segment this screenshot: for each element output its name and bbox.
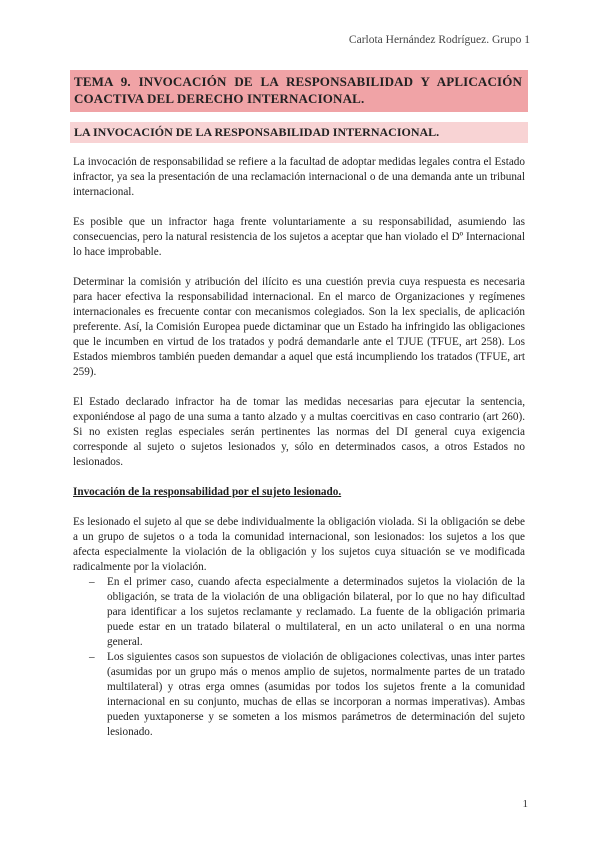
chapter-title: TEMA 9. INVOCACIÓN DE LA RESPONSABILIDAD Y APLICACIÓN COACTIVA DEL DERECHO INTERNACIONAL. [70, 70, 528, 112]
paragraph: El Estado declarado infractor ha de tomar las medidas necesarias para ejecutar la sentencia, exponiéndose al pago de una suma a tanto alzado y a multas coercitivas en caso contrario (art 260). Si no existen reglas especiales serán pertinentes las normas del DI general cuya exigencia corresponde al sujeto o sujetos lesionados y, sólo en determinados casos, a otros Estados no lesionados. [73, 396, 525, 468]
document-body [73, 155, 525, 740]
page-number: 1 [522, 798, 528, 810]
paragraph: Determinar la comisión y atribución del ilícito es una cuestión previa cuya respuesta es necesaria para hacer efectiva la responsabilidad internacional. En el marco de Organizaciones y regímenes internacionales es frecuente contar con mecanismos colegiados. Son la lex specialis, de aplicación preferente. Así, la Comisión Europea puede dictaminar que un Estado ha infringido las obligaciones que le incumben en virtud de los tratados y podrá demandarle ante el TJUE (TFUE, art 258). Los Estados miembros también pueden demandar a aquel que está incumpliendo los tratados (TFUE, art 259). [73, 276, 525, 378]
header-author: Carlota Hernández Rodríguez. Grupo 1 [348, 34, 530, 46]
list-item: – En el primer caso, cuando afecta especialmente a determinados sujetos la violación de la obligación, se trata de la violación de una obligación bilateral, por lo que no hay dificultad para identificar a los sujetos reclamante y reclamado. La fuente de la obligación primaria puede estar en un tratado bilateral o multilateral, en un acto unilateral o en una norma general. [73, 575, 525, 650]
paragraph: La invocación de responsabilidad se refiere a la facultad de adoptar medidas legales contra el Estado infractor, ya sea la presentación de una reclamación internacional o de una demanda ante un tribunal internacional. [73, 156, 525, 198]
subheading: Invocación de la responsabilidad por el sujeto lesionado. [73, 486, 342, 498]
paragraph: Es lesionado el sujeto al que se debe individualmente la obligación violada. Si la obligación se debe a un grupo de sujetos o a toda la comunidad internacional, son lesionados: los sujetos a los que afecta especialmente la violación de la obligación y los sujetos cuya situación se ve modificada radicalmente por la violación. [73, 516, 525, 573]
section-title: LA INVOCACIÓN DE LA RESPONSABILIDAD INTERNACIONAL. [70, 122, 528, 143]
bullet-list [73, 575, 525, 740]
list-item: – Los siguientes casos son supuestos de violación de obligaciones colectivas, unas inter partes (asumidas por un grupo más o menos amplio de sujetos, normalmente partes de un tratado multilateral) y otras erga omnes (asumidas por todos los sujetos frente a la comunidad internacional en su conjunto, muchas de ellas se incorporan a normas imperativas). Ambas pueden yuxtaponerse y se someten a los mismos parámetros de determinación del sujeto lesionado. [73, 650, 525, 740]
paragraph: Es posible que un infractor haga frente voluntariamente a su responsabilidad, asumiendo las consecuencias, pero la natural resistencia de los sujetos a aceptar que han violado el Dº Internacional lo hace improbable. [73, 216, 525, 258]
